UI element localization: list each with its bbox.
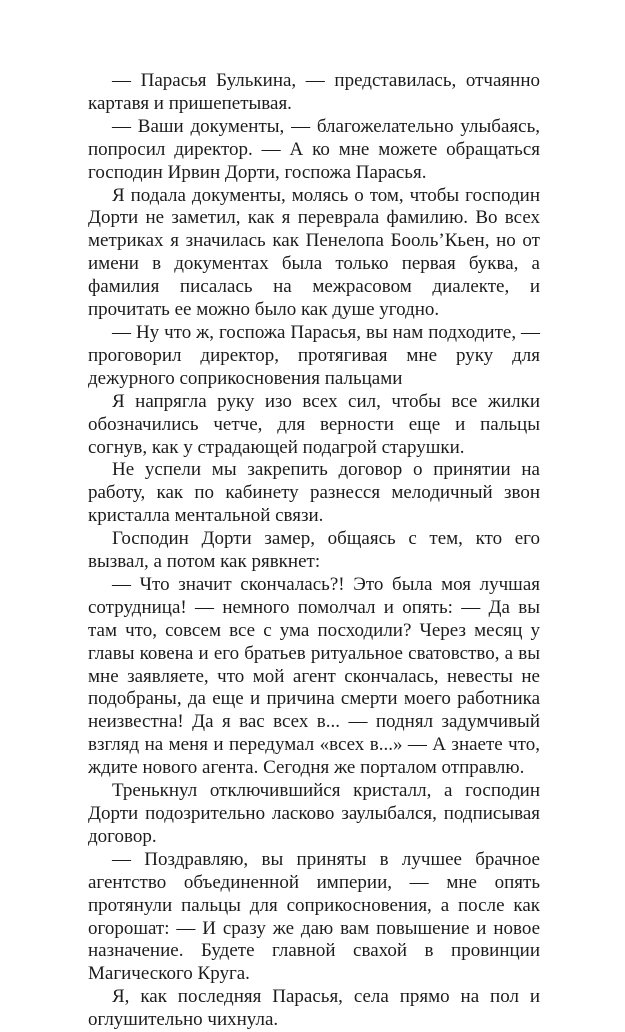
paragraph: Я напрягла руку изо всех сил, чтобы все жилки обозначились четче, для верности еще и пальцы согнув, как у страдающей подагрой старушки. (88, 390, 540, 458)
paragraph: Господин Дорти замер, общаясь с тем, кто его вызвал, а потом как рявкнет: (88, 528, 540, 573)
paragraph: — Ну что ж, госпожа Парасья, вы нам подходите, — проговорил директор, протягивая мне руку для дежурного соприкосновения пальцами (88, 321, 540, 389)
paragraph: — Ваши документы, — благожелательно улыбаясь, попросил директор. — А ко мне можете обращаться господин Ирвин Дорти, госпожа Парасья. (88, 115, 540, 183)
paragraph: Я подала документы, молясь о том, чтобы господин Дорти не заметил, как я переврала фамилию. Во всех метриках я значилась как Пенелопа Бооль’Кьен, но от имени в документах была только первая буква, а фамилия писалась на межрасовом диалекте, и прочитать ее можно было как душе угодно. (88, 184, 540, 321)
paragraph: Я, как последняя Парасья, села прямо на пол и оглушительно чихнула. (88, 986, 540, 1031)
paragraph: — Поздравляю, вы приняты в лучшее брачное агентство объединенной империи, — мне опять протянули пальцы для соприкосновения, а после как огорошат: — И сразу же даю вам повышение и новое назначение. Будете главной свахой в провинции Магического Круга. (88, 848, 540, 985)
paragraph: Не успели мы закрепить договор о принятии на работу, как по кабинету разнесся мелодичный звон кристалла ментальной связи. (88, 459, 540, 527)
paragraph: — Парасья Булькина, — представилась, отчаянно картавя и пришепетывая. (88, 70, 540, 114)
paragraph: Тренькнул отключившийся кристалл, а господин Дорти подозрительно ласково заулыбался, подписывая договор. (88, 780, 540, 847)
book-page (88, 70, 540, 1032)
paragraph: — Что значит скончалась?! Это была моя лучшая сотрудница! — немного помолчал и опять: — Да вы там что, совсем все с ума посходили? Через месяц у главы ковена и его братьев ритуальное сватовство, а вы мне заявляете, что мой агент скончалась, невесты не подобраны, да еще и причина смерти моего работника неизвестна! Да я вас всех в... — поднял задумчивый взгляд на меня и передумал «всех в...» — А знаете что, ждите нового агента. Сегодня же порталом отправлю. (88, 573, 540, 779)
